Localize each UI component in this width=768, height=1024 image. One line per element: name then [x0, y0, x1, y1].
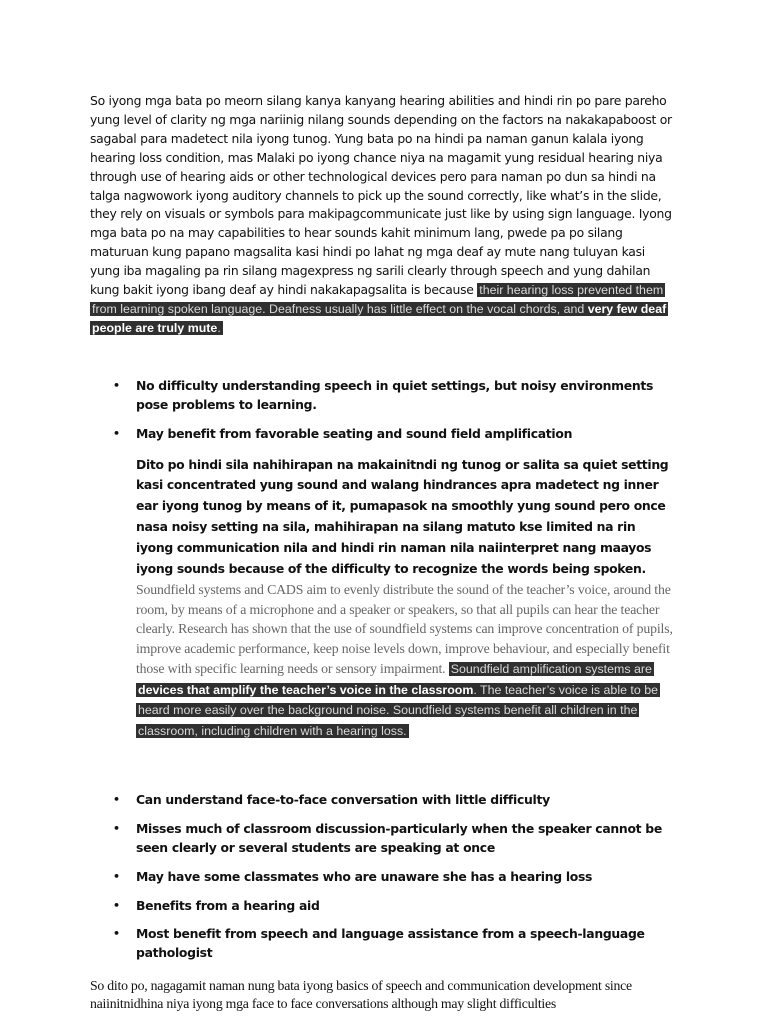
explanation-paragraph	[136, 454, 676, 741]
soundfield-highlight-text: Soundfield amplification systems are	[450, 661, 652, 676]
intro-highlight-text: their hearing loss prevented them from learning spoken language. Deafness usually has little effect on the vocal chords, and	[92, 283, 664, 316]
intro-text: So iyong mga bata po meorn silang kanya kanyang hearing abilities and hindi rin po pare pareho yung level of clarity ng mga nariinig nilang sounds depending on the factors na nakakapaboost or sagabal para madetect nila iyong tunog. Yung bata po na hindi pa naman ganun kalala iyong hearing loss condition, mas Malaki po iyong chance niya na magamit yung residual hearing niya through use of hearing aids or other technological devices pero para naman po dun sa hindi na talga nagwowork iyong auditory channels to pick up the sound correctly, like what’s in the slide, they rely on visuals or symbols para makipagcommunicate just like by using sign language. Iyong mga bata po na may capabilities to hear sounds kahit minimum lang, pwede pa po silang maturuan kung papano magsalita kasi hindi po lahat ng mga deaf ay mute nang tuluyan kasi yung iba magaling pa rin silang magexpress ng sarili clearly through speech and yung dahilan kung bakit iyong ibang deaf ay hindi nakakapagsalita is because	[90, 93, 672, 298]
bullet-list-1	[90, 377, 674, 444]
intro-highlight-bold: very few deaf people are truly mute	[92, 301, 667, 335]
soundfield-highlight-end: . The teacher’s voice is able to be heard more easily over the background noise. Soundfield systems benefit all children in the classroom, including children with a hearing loss.	[138, 682, 658, 739]
list-item: • Most benefit from speech and language assistance from a speech-language pathologist	[90, 925, 674, 963]
list-item: • May have some classmates who are unaware she has a hearing loss	[90, 868, 674, 887]
list-item: • May benefit from favorable seating and sound field amplification	[90, 425, 674, 444]
document-page	[90, 92, 674, 1013]
list-item: • No difficulty understanding speech in quiet settings, but noisy environments pose problems to learning.	[90, 377, 674, 415]
soundfield-quote: Soundfield systems and CADS aim to evenly distribute the sound of the teacher’s voice, around the room, by means of a microphone and a speaker or speakers, so that all pupils can hear the teacher clearly. Research has shown that the use of soundfield systems can improve concentration of pupils, improve academic performance, keep noise levels down, improve behaviour, and especially benefit those with specific learning needs or sensory impairment.	[136, 581, 673, 676]
intro-paragraph	[90, 92, 674, 338]
list-item: • Can understand face-to-face conversation with little difficulty	[90, 791, 674, 810]
list-item: • Benefits from a hearing aid	[90, 897, 674, 916]
explanation-bold-text: Dito po hindi sila nahihirapan na makainitndi ng tunog or salita sa quiet setting kasi concentrated yung sound and walang hindrances apra madetect ng inner ear iyong tunog by means of it, pumapasok na smoothly yung sound pero once nasa noisy setting na sila, mahihirapan na silang matuto kse limited na rin iyong communication nila and hindi rin naman nila naiinterpret nang maayos iyong sounds because of the difficulty to recognize the words being spoken.	[136, 456, 669, 577]
closing-paragraph: So dito po, nagagamit naman nung bata iyong basics of speech and communication development since naiinitnidhina niya iyong mga face to face conversations although may slight difficulties	[90, 978, 632, 1012]
bullet-list-2	[90, 791, 674, 963]
list-item: • Misses much of classroom discussion-particularly when the speaker cannot be seen clearly or several students are speaking at once	[90, 820, 674, 858]
intro-highlight-end: .	[217, 320, 221, 335]
soundfield-highlight-bold: devices that amplify the teacher’s voice in the classroom	[138, 682, 474, 697]
